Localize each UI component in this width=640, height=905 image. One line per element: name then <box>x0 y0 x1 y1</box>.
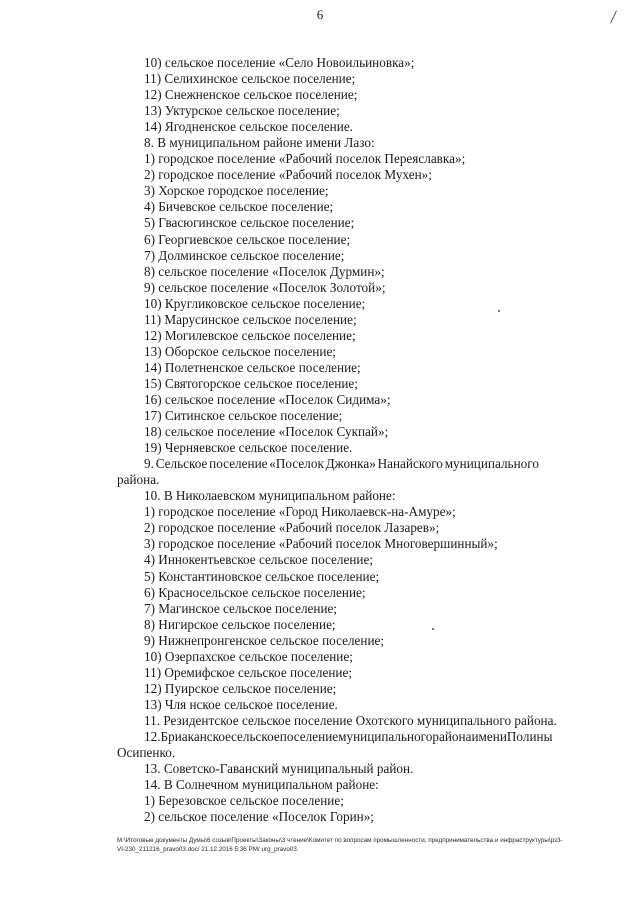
document-line: 11) Марусинское сельское поселение; <box>144 311 357 327</box>
document-line: 3) Хорское городское поселение; <box>144 183 329 199</box>
document-word: «Поселок <box>269 456 324 472</box>
document-line: 16) сельское поселение «Поселок Сидима»; <box>144 391 391 407</box>
document-word: сельское <box>231 728 280 744</box>
document-line: 3) городское поселение «Рабочий поселок Многовершинный»; <box>144 536 498 552</box>
document-line: 15) Святогорское сельское поселение; <box>144 375 358 391</box>
document-line: 4) Бичевское сельское поселение; <box>144 199 334 215</box>
document-word: 12. <box>144 728 161 744</box>
document-line: 13) Уктурское сельское поселение; <box>144 103 340 119</box>
document-word: Бриаканское <box>160 728 232 744</box>
document-line: 9) Нижнепронгенское сельское поселение; <box>144 632 385 648</box>
document-line: 14. В Солнечном муниципальном районе: <box>144 777 379 793</box>
document-line: 10) Озерпахское сельское поселение; <box>144 648 353 664</box>
document-word: имени <box>471 728 507 744</box>
document-line: 10) сельское поселение «Село Новоильиновка»; <box>144 55 415 70</box>
document-line: 17) Ситинское сельское поселение; <box>144 408 343 424</box>
document-line: 4) Иннокентьевское сельское поселение; <box>144 552 374 568</box>
document-line: 1) городское поселение «Город Николаевск-на-Амуре»; <box>144 504 456 520</box>
document-line: 8) сельское поселение «Поселок Дурмин»; <box>144 263 385 279</box>
document-word: 9. <box>144 456 154 472</box>
document-line: 13) Оборское сельское поселение; <box>144 343 336 359</box>
document-line: 12) Снежненское сельское поселение; <box>144 87 358 103</box>
document-line: 14) Ягодненское сельское поселение. <box>144 119 353 135</box>
document-line: 13) Чля нское сельское поселение. <box>144 696 338 712</box>
document-word: Полины <box>506 728 553 744</box>
document-line: 5) Константиновское сельское поселение; <box>144 568 380 584</box>
document-word: муниципального <box>338 728 433 744</box>
page-number: 6 <box>316 7 324 22</box>
document-line: 12) Пуирское сельское поселение; <box>144 680 337 696</box>
document-line: 8) Нигирское сельское поселение; <box>144 616 336 632</box>
footer-file-line: VI-230_211216_pravo03.doc/ 21.12.2016 5:36 PM/ urg_pravo03 <box>117 846 297 853</box>
document-line: 7) Магинское сельское поселение; <box>144 600 338 616</box>
document-word: Нанайского <box>377 456 443 472</box>
document-line: 9) сельское поселение «Поселок Золотой»; <box>144 279 386 295</box>
document-line: 12) Могилевское сельское поселение; <box>144 327 356 343</box>
document-line: 5) Гвасюгинское сельское поселение; <box>144 215 355 231</box>
document-line: 2) городское поселение «Рабочий поселок Мухен»; <box>144 167 432 183</box>
document-line: 6) Георгиевское сельское поселение; <box>144 231 351 247</box>
document-line: 19) Черняевское сельское поселение. <box>144 440 353 456</box>
document-line: 11) Оремифское сельское поселение; <box>144 664 353 680</box>
document-word: района <box>432 728 472 744</box>
document-line: Осипенко. <box>117 745 176 761</box>
document-word: муниципального <box>444 456 539 472</box>
document-line: 6) Красносельское сельское поселение; <box>144 584 366 600</box>
document-line: 2) сельское поселение «Поселок Горин»; <box>144 809 374 825</box>
document-word: поселение <box>279 728 339 744</box>
document-body <box>117 55 557 825</box>
document-line: 2) городское поселение «Рабочий поселок Лазарев»; <box>144 520 440 536</box>
scan-speck <box>498 310 500 312</box>
document-line: 11. Резидентское сельское поселение Охотского муниципального района. <box>144 712 557 728</box>
document-line <box>117 728 553 745</box>
scan-speck <box>432 628 434 630</box>
footer-path-line: M:\Итоговые документы Думы\6 созыв\Проекты\Законы\3 чтение\Комитет по вопросам промышленности, предпринимательства и инфраструктуры\рз3- <box>117 837 563 844</box>
document-line: 7) Долминское сельское поселение; <box>144 247 345 263</box>
document-word: поселение <box>209 456 268 472</box>
document-word: Джонка» <box>325 456 376 472</box>
document-line: 1) городское поселение «Рабочий поселок Переяславка»; <box>144 151 466 167</box>
document-line <box>117 456 539 472</box>
document-word: Сельское <box>155 456 208 472</box>
document-footer <box>117 836 637 854</box>
document-line: 10) Кругликовское сельское поселение; <box>144 295 366 311</box>
document-line: района. <box>117 472 160 488</box>
document-line: 10. В Николаевском муниципальном районе: <box>144 488 396 504</box>
document-line: 11) Селихинское сельское поселение; <box>144 71 356 87</box>
document-line: 18) сельское поселение «Поселок Сукпай»; <box>144 424 389 440</box>
document-line: 1) Березовское сельское поселение; <box>144 793 344 809</box>
document-line: 14) Полетненское сельское поселение; <box>144 359 361 375</box>
document-line: 8. В муниципальном районе имени Лазо: <box>144 135 375 151</box>
document-line: 13. Советско-Гаванский муниципальный район. <box>144 761 414 777</box>
